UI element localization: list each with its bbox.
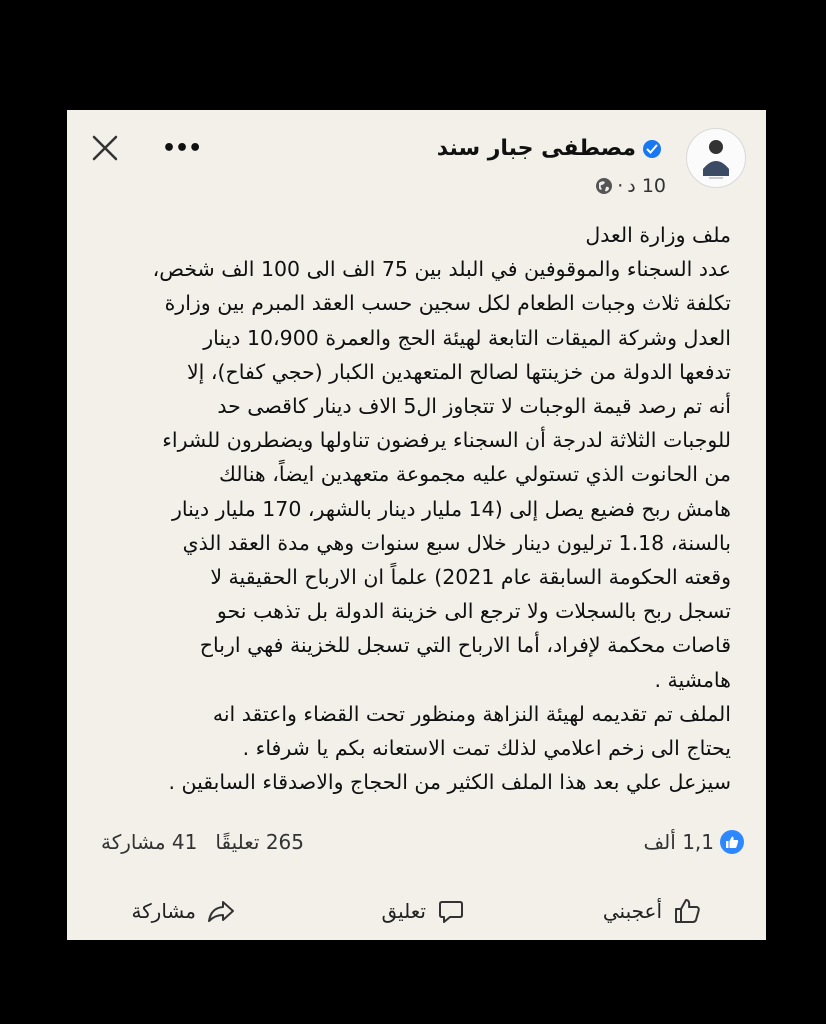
like-label: أعجبني (602, 899, 662, 923)
post-time[interactable]: 10 د (627, 175, 666, 197)
post-line: هامشية . (654, 667, 731, 692)
post-actions (67, 896, 766, 930)
engagement-stats (101, 830, 304, 854)
post-line: الملف تم تقديمه لهيئة النزاهة ومنظور تحت القضاء واعتقد انه (212, 701, 731, 726)
post-author[interactable] (437, 136, 662, 161)
share-button[interactable] (131, 896, 236, 926)
comment-label: تعليق (381, 899, 426, 923)
post-line: سيزعل علي بعد هذا الملف الكثير من الحجاج والاصدقاء السابقين . (168, 770, 731, 795)
post-meta (595, 175, 666, 197)
post-line: أنه تم رصد قيمة الوجبات لا تتجاوز ال5 الاف دينار كاقصى حد (217, 394, 731, 419)
post-line: بالسنة، 1.18 ترليون دينار خلال سبع سنوات وهي مدة العقد الذي (182, 530, 731, 555)
comments-count[interactable]: 265 تعليقًا (215, 830, 305, 854)
verified-badge-icon (642, 139, 662, 159)
post-line: عدد السجناء والموقوفين في البلد بين 75 الف الى 100 الف شخص، (152, 257, 731, 282)
comment-bubble-icon (436, 896, 466, 926)
share-arrow-icon (206, 896, 236, 926)
post-line: من الحانوت الذي تستولي عليه مجموعة متعهدين ايضاً، هنالك (218, 462, 731, 487)
post-text (91, 218, 731, 799)
post-line: هامش ربح فضيع يصل إلى (14 مليار دينار بالشهر، 170 مليار دينار (171, 496, 731, 521)
comment-button[interactable] (381, 896, 466, 926)
post-line: العدل وشركة الميقات التابعة لهيئة الحج والعمرة 10،900 دينار (203, 325, 731, 350)
post-line: تدفعها الدولة من خزينتها لصالح المتعهدين الكبار (حجي كفاح)، إلا (186, 359, 731, 384)
post-line: للوجبات الثلاثة لدرجة أن السجناء يرفضون تناولها ويضطرون للشراء (162, 428, 731, 453)
post-line: تكلفة ثلاث وجبات الطعام لكل سجين حسب العقد المبرم بين وزارة (164, 291, 731, 316)
thumbs-up-icon (672, 896, 702, 926)
share-label: مشاركة (131, 899, 196, 923)
reaction-summary[interactable] (643, 830, 744, 854)
shares-count[interactable]: 41 مشاركة (101, 830, 198, 854)
meta-separator: · (617, 175, 624, 197)
avatar[interactable] (686, 128, 746, 188)
post-line: تسجل ربح بالسجلات ولا ترجع الى خزينة الدولة بل تذهب نحو (216, 599, 731, 624)
post-line: يحتاج الى زخم اعلامي لذلك تمت الاستعانه بكم يا شرفاء . (242, 736, 731, 761)
post-line: ملف وزارة العدل (585, 223, 731, 247)
facebook-post-card (67, 110, 766, 940)
more-options-icon[interactable]: ••• (162, 136, 202, 161)
globe-icon (595, 177, 613, 195)
author-name: مصطفى جبار سند (436, 136, 636, 161)
post-line: وقعته الحكومة السابقة عام 2021) علماً ان الارباح الحقيقية لا (210, 565, 731, 590)
close-icon[interactable] (89, 132, 121, 164)
like-reaction-icon (720, 830, 744, 854)
like-button[interactable] (603, 896, 702, 926)
reaction-count: 1,1 ألف (643, 830, 714, 854)
post-line: قاصات محكمة لإفراد، أما الارباح التي تسجل للخزينة فهي ارباح (199, 633, 731, 658)
